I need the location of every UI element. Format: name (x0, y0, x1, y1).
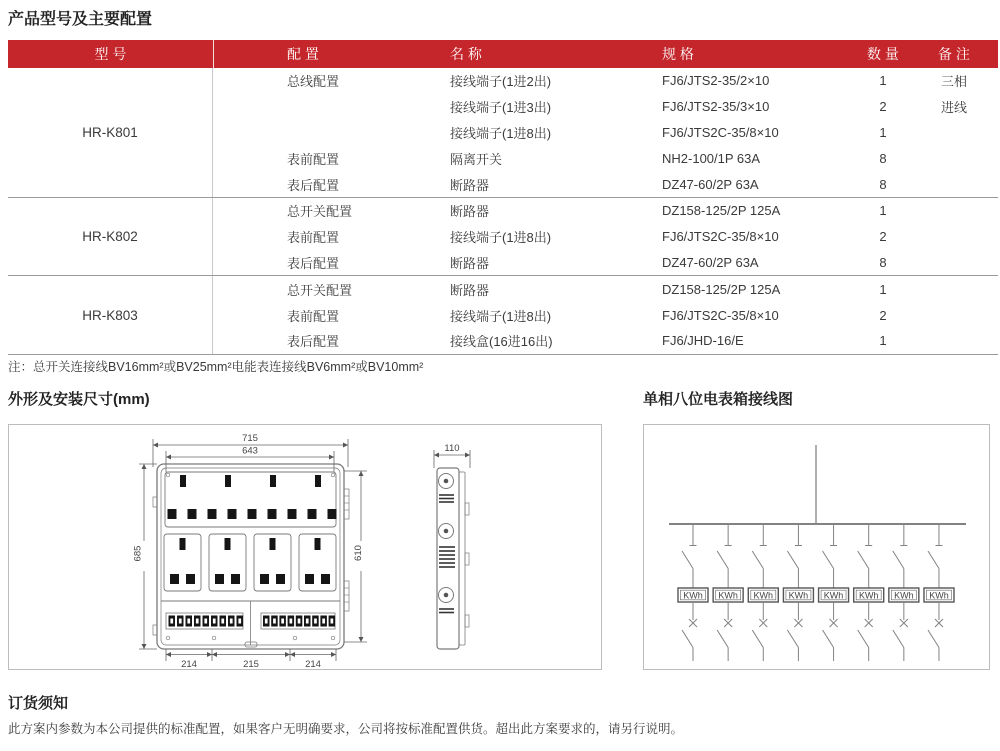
cell-spec: FJ6/JTS2C-35/8×10 (662, 229, 779, 245)
model-rows (213, 276, 998, 353)
col-header-config: 配 置 (287, 46, 319, 62)
wiring-diagram-panel (643, 424, 990, 670)
config-table-body (8, 68, 998, 355)
cell-remark: 进线 (940, 100, 967, 116)
cell-config: 表后配置 (287, 334, 340, 350)
cell-qty: 1 (879, 281, 887, 297)
config-table (8, 40, 998, 355)
col-header-qty: 数 量 (867, 46, 899, 62)
wiring-branch (854, 524, 884, 661)
dimensions-drawing-panel (8, 424, 602, 670)
table-row (213, 250, 998, 276)
dim-front-width-outer: 715 (242, 433, 258, 444)
table-note: 注：总开关连接线BV16mm²或BV25mm²电能表连接线BV6mm²或BV10mm² (8, 360, 424, 374)
wiring-branch (678, 524, 708, 661)
cell-spec: FJ6/JTS2-35/3×10 (662, 99, 770, 115)
cell-name: 接线盒(16进16出) (450, 334, 553, 350)
kwh-meter-label: KWh (894, 590, 914, 601)
dim-bottom-right: 214 (305, 659, 321, 669)
ordering-title: 订货须知 (8, 695, 69, 712)
wiring-branch (783, 524, 813, 661)
table-row (213, 94, 998, 120)
dim-front-height-right: 610 (353, 545, 364, 561)
model-rows (213, 198, 998, 275)
cell-spec: DZ158-125/2P 125A (662, 281, 781, 297)
cell-config: 总线配置 (287, 74, 340, 90)
wiring-branches (678, 524, 954, 661)
cell-config: 表后配置 (287, 177, 340, 193)
table-row (213, 171, 998, 197)
dimensions-section-title: 外形及安装尺寸(mm) (8, 391, 150, 408)
cell-config: 表前配置 (287, 230, 340, 246)
table-group (8, 275, 998, 353)
kwh-meter-label: KWh (929, 590, 949, 601)
model-rows (213, 68, 998, 197)
terminal-strips (169, 616, 336, 627)
cell-config: 总开关配置 (287, 282, 353, 298)
cell-name: 接线端子(1进8出) (450, 230, 552, 246)
ordering-text: 此方案内参数为本公司提供的标准配置，如果客户无明确要求，公司将按标准配置供货。超出此方案要求的，请另行说明。 (8, 722, 684, 736)
cell-config: 表前配置 (287, 308, 340, 324)
wiring-section-title: 单相八位电表箱接线图 (643, 391, 794, 408)
cell-remark: 三相 (940, 74, 967, 90)
cell-qty: 8 (879, 150, 887, 166)
cell-name: 隔离开关 (450, 151, 503, 167)
cell-qty: 1 (879, 124, 887, 140)
wiring-branch (713, 524, 743, 661)
cell-qty: 1 (879, 203, 887, 219)
dim-side-depth: 110 (444, 443, 460, 454)
header-column-divider (213, 40, 214, 68)
cell-spec: FJ6/JTS2C-35/8×10 (662, 307, 779, 323)
side-locks (439, 474, 454, 603)
cell-spec: DZ47-60/2P 63A (662, 176, 759, 192)
kwh-meter-label: KWh (753, 590, 774, 601)
table-header-row (8, 40, 998, 68)
wiring-branch (819, 524, 849, 661)
cell-spec: NH2-100/1P 63A (662, 150, 761, 166)
meter-box-side-view (437, 468, 469, 649)
cell-name: 接线端子(1进8出) (450, 308, 552, 324)
col-header-model: 型 号 (94, 46, 127, 62)
cell-name: 断路器 (450, 255, 490, 271)
col-header-name: 名 称 (450, 46, 482, 62)
cell-spec: DZ158-125/2P 125A (662, 203, 781, 219)
cell-name: 断路器 (450, 177, 490, 193)
col-header-spec: 规 格 (662, 46, 694, 62)
cell-name: 接线端子(1进3出) (450, 100, 552, 116)
table-row (213, 328, 998, 354)
table-group (8, 68, 998, 197)
cell-qty: 2 (879, 307, 887, 323)
table-row (213, 276, 998, 302)
table-row (213, 68, 998, 94)
kwh-meter-label: KWh (718, 590, 738, 601)
table-row (213, 145, 998, 171)
model-cell: HR-K802 (8, 198, 213, 275)
cell-spec: FJ6/JTS2-35/2×10 (662, 73, 770, 89)
dim-front-height-left: 685 (132, 545, 144, 562)
col-header-remark: 备 注 (938, 46, 970, 62)
wiring-branch (924, 524, 954, 661)
model-cell: HR-K803 (8, 276, 213, 353)
cell-config: 总开关配置 (287, 204, 353, 220)
cell-name: 接线端子(1进2出) (450, 74, 552, 90)
table-row (213, 120, 998, 146)
cell-name: 接线端子(1进8出) (450, 125, 552, 141)
cell-qty: 2 (879, 99, 887, 115)
wiring-branch (748, 524, 778, 661)
dim-front-width-inner: 643 (242, 445, 258, 457)
kwh-meter-label: KWh (823, 590, 844, 601)
table-row (213, 302, 998, 328)
dimensions-drawing (9, 425, 601, 669)
cell-spec: FJ6/JHD-16/E (662, 333, 744, 349)
cell-qty: 8 (879, 176, 887, 192)
wiring-branch (889, 524, 919, 661)
cell-qty: 1 (879, 333, 887, 349)
cell-config: 表后配置 (287, 255, 340, 271)
wiring-diagram (644, 425, 989, 669)
model-cell: HR-K801 (8, 68, 213, 197)
top-window-slots (168, 475, 337, 519)
cell-spec: DZ47-60/2P 63A (662, 254, 759, 270)
cell-qty: 1 (879, 73, 887, 89)
meter-windows (164, 534, 336, 591)
cell-name: 断路器 (450, 204, 490, 220)
table-row (213, 198, 998, 224)
cell-config: 表前配置 (287, 151, 340, 167)
table-group (8, 197, 998, 275)
cell-name: 断路器 (450, 282, 490, 298)
kwh-meter-label: KWh (858, 590, 879, 601)
table-row (213, 224, 998, 250)
page-title: 产品型号及主要配置 (8, 11, 153, 28)
dim-bottom-left: 214 (181, 659, 197, 669)
dim-bottom-middle: 215 (243, 659, 259, 669)
kwh-meter-label: KWh (683, 590, 703, 601)
kwh-meter-label: KWh (788, 590, 809, 601)
cell-qty: 8 (879, 254, 887, 270)
cell-qty: 2 (879, 229, 887, 245)
cell-spec: FJ6/JTS2C-35/8×10 (662, 124, 779, 140)
